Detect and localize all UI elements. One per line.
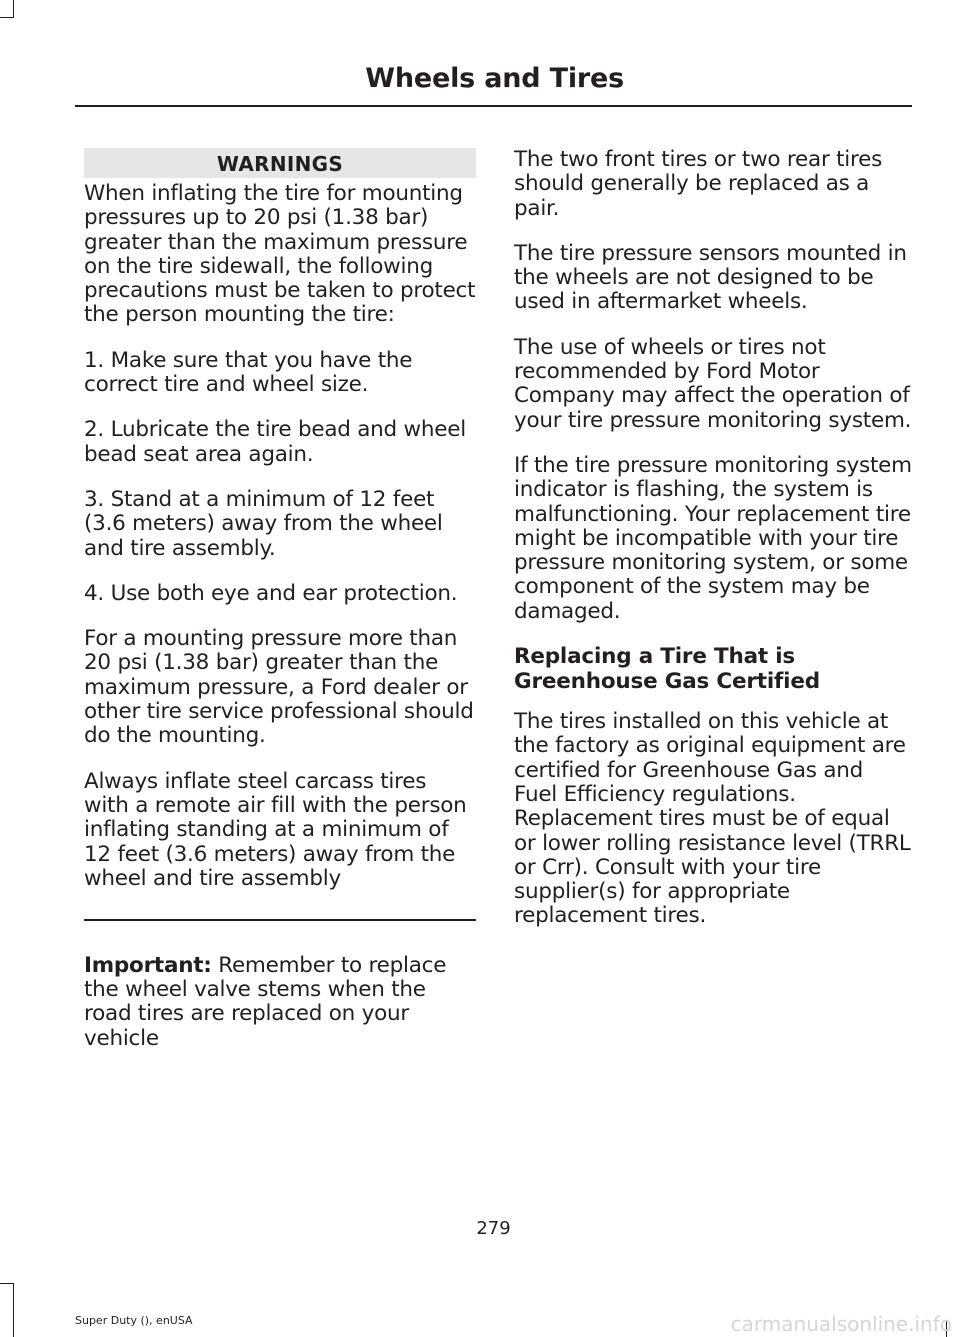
crop-mark	[0, 1283, 14, 1284]
warning-paragraph: Always inflate steel carcass tires with a remote air fill with the person inflating standing at a minimum of 12 feet (3.6 meters) away from the wheel and tire assembly	[84, 768, 467, 891]
body-paragraph: The use of wheels or tires not recommended by Ford Motor Company may affect the operation of your tire pressure monitoring system.	[514, 334, 912, 433]
page-title: Wheels and Tires	[365, 63, 624, 94]
warning-paragraph: For a mounting pressure more than 20 psi (1.38 bar) greater than the maximum pressure, a Ford dealer or other tire service professional should do the mounting.	[84, 626, 474, 749]
footer-doc-info: Super Duty (), enUSA	[75, 1314, 193, 1327]
page-number: 279	[476, 1218, 511, 1239]
warning-step: 3. Stand at a minimum of 12 feet (3.6 meters) away from the wheel and tire assembly.	[84, 486, 443, 561]
important-label: Important:	[84, 952, 212, 978]
warning-paragraph: When inflating the tire for mounting pressures up to 20 psi (1.38 bar) greater than the maximum pressure on the tire sidewall, the following precautions must be taken to protect the person mounting the tire:	[84, 181, 476, 328]
warnings-box-rule	[84, 919, 476, 921]
warning-step: 2. Lubricate the tire bead and wheel bead seat area again.	[84, 417, 466, 467]
section-heading: Replacing a Tire That is Greenhouse Gas Certified	[514, 644, 820, 694]
body-paragraph: The tires installed on this vehicle at the factory as original equipment are certified for Greenhouse Gas and Fuel Efficiency regulations. Replacement tires must be of equal or lower rolling resistance level (TRRL or Crr). Consult with your tire supplier(s) for appropriate replacement tires.	[514, 709, 911, 929]
important-note	[84, 954, 476, 1051]
header-rule	[75, 105, 912, 107]
body-paragraph: The two front tires or two rear tires should generally be replaced as a pair.	[514, 147, 883, 221]
crop-mark	[13, 0, 14, 17]
warning-step: 4. Use both eye and ear protection.	[84, 580, 458, 606]
warning-step: 1. Make sure that you have the correct tire and wheel size.	[84, 347, 413, 398]
right-column	[514, 148, 912, 950]
warnings-box	[84, 148, 476, 921]
body-paragraph: If the tire pressure monitoring system indicator is flashing, the system is malfunctioning. Your replacement tire might be incompatible with your tire pressure monitoring system, or some component of the system may be damaged.	[514, 452, 912, 624]
body-paragraph: The tire pressure sensors mounted in the wheels are not designed to be used in aftermarket wheels.	[514, 240, 907, 315]
crop-mark	[13, 1283, 14, 1337]
watermark: carmanualsonline.info	[730, 1312, 952, 1336]
warnings-heading: WARNINGS	[84, 148, 476, 178]
crop-mark	[0, 17, 14, 18]
left-column	[84, 148, 476, 1072]
important-text: Remember to replace the wheel valve stems when the road tires are replaced on your vehicle	[84, 952, 447, 1051]
